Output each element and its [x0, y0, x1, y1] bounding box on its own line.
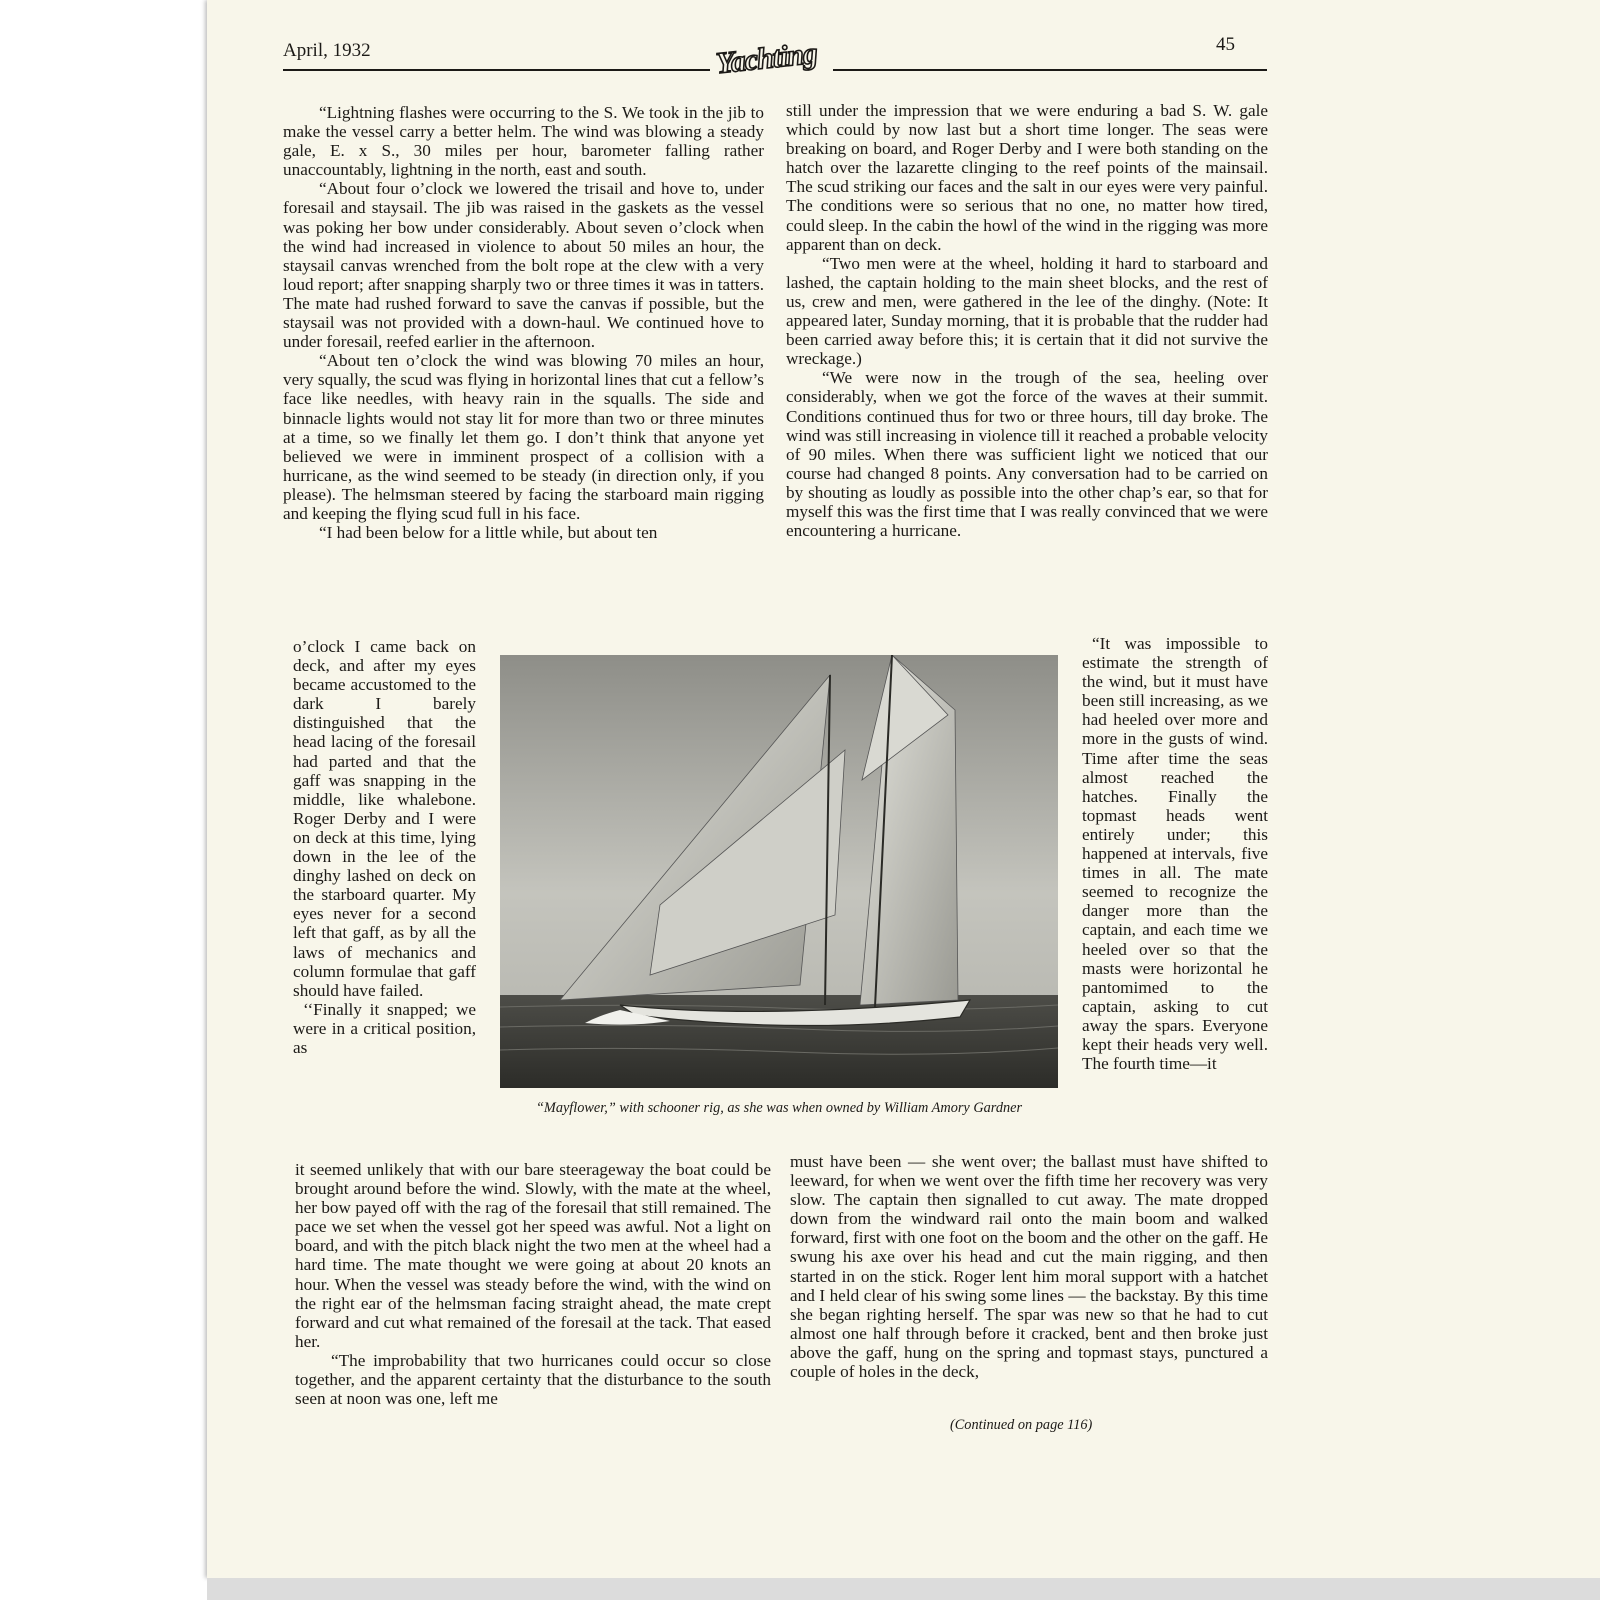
article-column-right-wrap	[1082, 634, 1268, 1073]
article-paragraph: “Two men were at the wheel, holding it hard to starboard and lashed, the captain holding to the main sheet blocks, and the rest of us, crew and men, were gathered in the lee of the dinghy. (Note: It appeared later, Sunday morning, that it is probable that the rudder had been carried away before this; it is certain that it did not survive the wreckage.)	[786, 253, 1268, 369]
article-column-left-top	[283, 103, 764, 542]
issue-date: April, 1932	[283, 40, 371, 61]
article-paragraph: “It was impossible to estimate the strength of the wind, but it must have been still increasing, as we had heeled over more and more in the gusts of wind. Time after time the seas almost reached the hatches. Finally the topmast heads went entirely under; this happened at intervals, five times in all. The mate seemed to recognize the danger more than the captain, and each time we heeled over so that the masts were horizontal he pantomimed to the captain, asking to cut away the spars. Everyone kept their heads very well. The fourth time—it	[1082, 634, 1268, 1074]
article-column-right-top	[786, 101, 1268, 540]
article-paragraph: “I had been below for a little while, but about ten	[319, 523, 658, 543]
article-paragraph: still under the impression that we were enduring a bad S. W. gale which could by now last but a short time longer. The seas were breaking on board, and Roger Derby and I were both standing on the hatch over the lazarette clinging to the reef points of the mainsail. The scud striking our faces and the salt in our eyes were very painful. The conditions were so serious that no one, no matter how tired, could sleep. In the cabin the howl of the wind in the rigging was more apparent than on deck.	[786, 101, 1268, 254]
continued-note: (Continued on page 116)	[950, 1417, 1093, 1433]
article-paragraph: ‘‘Finally it snapped; we were in a critical position, as	[293, 999, 476, 1057]
article-paragraph: o’clock I came back on deck, and after my eyes became accustomed to the dark I barely distinguished that the head lacing of the foresail had parted and that the gaff was snapping in the middle, like whalebone. Roger Derby and I were on deck at this time, lying down in the lee of the dinghy lashed on deck on the starboard quarter. My eyes never for a second left that gaff, as by all the laws of mechanics and column formulae that gaff should have failed.	[293, 637, 476, 1000]
scan-background	[207, 1578, 1600, 1600]
photo-caption: “Mayflower,” with schooner rig, as she was when owned by William Amory Gardner	[535, 1100, 1023, 1116]
article-paragraph: “The improbability that two hurricanes could occur so close together, and the apparent certainty that the disturbance to the south seen at noon was one, left me	[295, 1350, 771, 1409]
header-rule-right	[833, 69, 1267, 71]
article-paragraph: “We were now in the trough of the sea, heeling over considerably, when we got the force of the waves at their summit. Conditions continued thus for two or three hours, till day broke. The wind was still increasing in violence till it reached a probable velocity of 90 miles. When there was sufficient light we noticed that our course had changed 8 points. Any conversation had to be carried on by shouting as loudly as possible into the other chap’s ear, so that for myself this was the first time that I was really convinced that we were encountering a hurricane.	[786, 368, 1268, 541]
header-rule-left	[283, 69, 710, 71]
magazine-logo: Yachting	[714, 36, 819, 81]
article-paragraph: “Lightning flashes were occurring to the S. We took in the jib to make the vessel carry a better helm. The wind was blowing a steady gale, E. x S., 30 miles per hour, barometer falling rather unaccountably, lightning in the north, east and south.	[283, 103, 764, 180]
schooner-photo	[500, 655, 1058, 1088]
article-paragraph: must have been — she went over; the ballast must have shifted to leeward, for when we went over the fifth time her recovery was very slow. The captain then signalled to cut away. The mate dropped down from the windward rail onto the main boom and walked forward, first with one foot on the boom and the other on the gaff. He swung his axe over his head and cut the main rigging, and then started in on the stick. Roger lent him moral support with a hatchet and I held clear of his swing some lines — the backstay. By this time she began righting herself. The spar was new so that he had to cut almost one half through before it cracked, bent and then broke just above the gaff, hung on the spring and topmast stays, punctured a couple of holes in the deck,	[790, 1152, 1268, 1382]
article-column-right-bottom	[790, 1152, 1268, 1381]
article-column-left-wrap	[293, 637, 476, 1057]
article-column-left-bottom	[295, 1160, 771, 1408]
article-paragraph: “About four o’clock we lowered the trisail and hove to, under foresail and staysail. The jib was raised in the gaskets as the vessel was poking her bow under considerably. About seven o’clock when the wind had increased in violence to about 50 miles an hour, the staysail canvas wrenched from the bolt rope at the clew with a very loud report; after snapping sharply two or three times it was in tatters. The mate had rushed forward to save the canvas if possible, but the staysail was not provided with a down-haul. We continued hove to under foresail, reefed earlier in the afternoon.	[283, 179, 764, 352]
article-paragraph: “About ten o’clock the wind was blowing 70 miles an hour, very squally, the scud was flying in horizontal lines that cut a fellow’s face like needles, with heavy rain in the squalls. The side and binnacle lights would not stay lit for more than two or three minutes at a time, so we finally let them go. I don’t think that anyone yet believed we were in imminent prospect of a collision with a hurricane, as the wind seemed to be steady (in direction only, if you please). The helmsman steered by facing the starboard main rigging and keeping the flying scud full in his face.	[283, 351, 764, 523]
article-paragraph: it seemed unlikely that with our bare steerageway the boat could be brought around before the wind. Slowly, with the mate at the wheel, her bow payed off with the rag of the foresail that still remained. The pace we set when the vessel got her speed was awful. Not a light on board, and with the pitch black night the two men at the wheel had a hard time. The mate thought we were going at about 20 knots an hour. When the vessel was steady before the wind, with the wind on the right ear of the helmsman facing straight ahead, the mate crept forward and cut what remained of the foresail at the tack. That eased her.	[295, 1160, 771, 1351]
page-number: 45	[1216, 34, 1235, 55]
